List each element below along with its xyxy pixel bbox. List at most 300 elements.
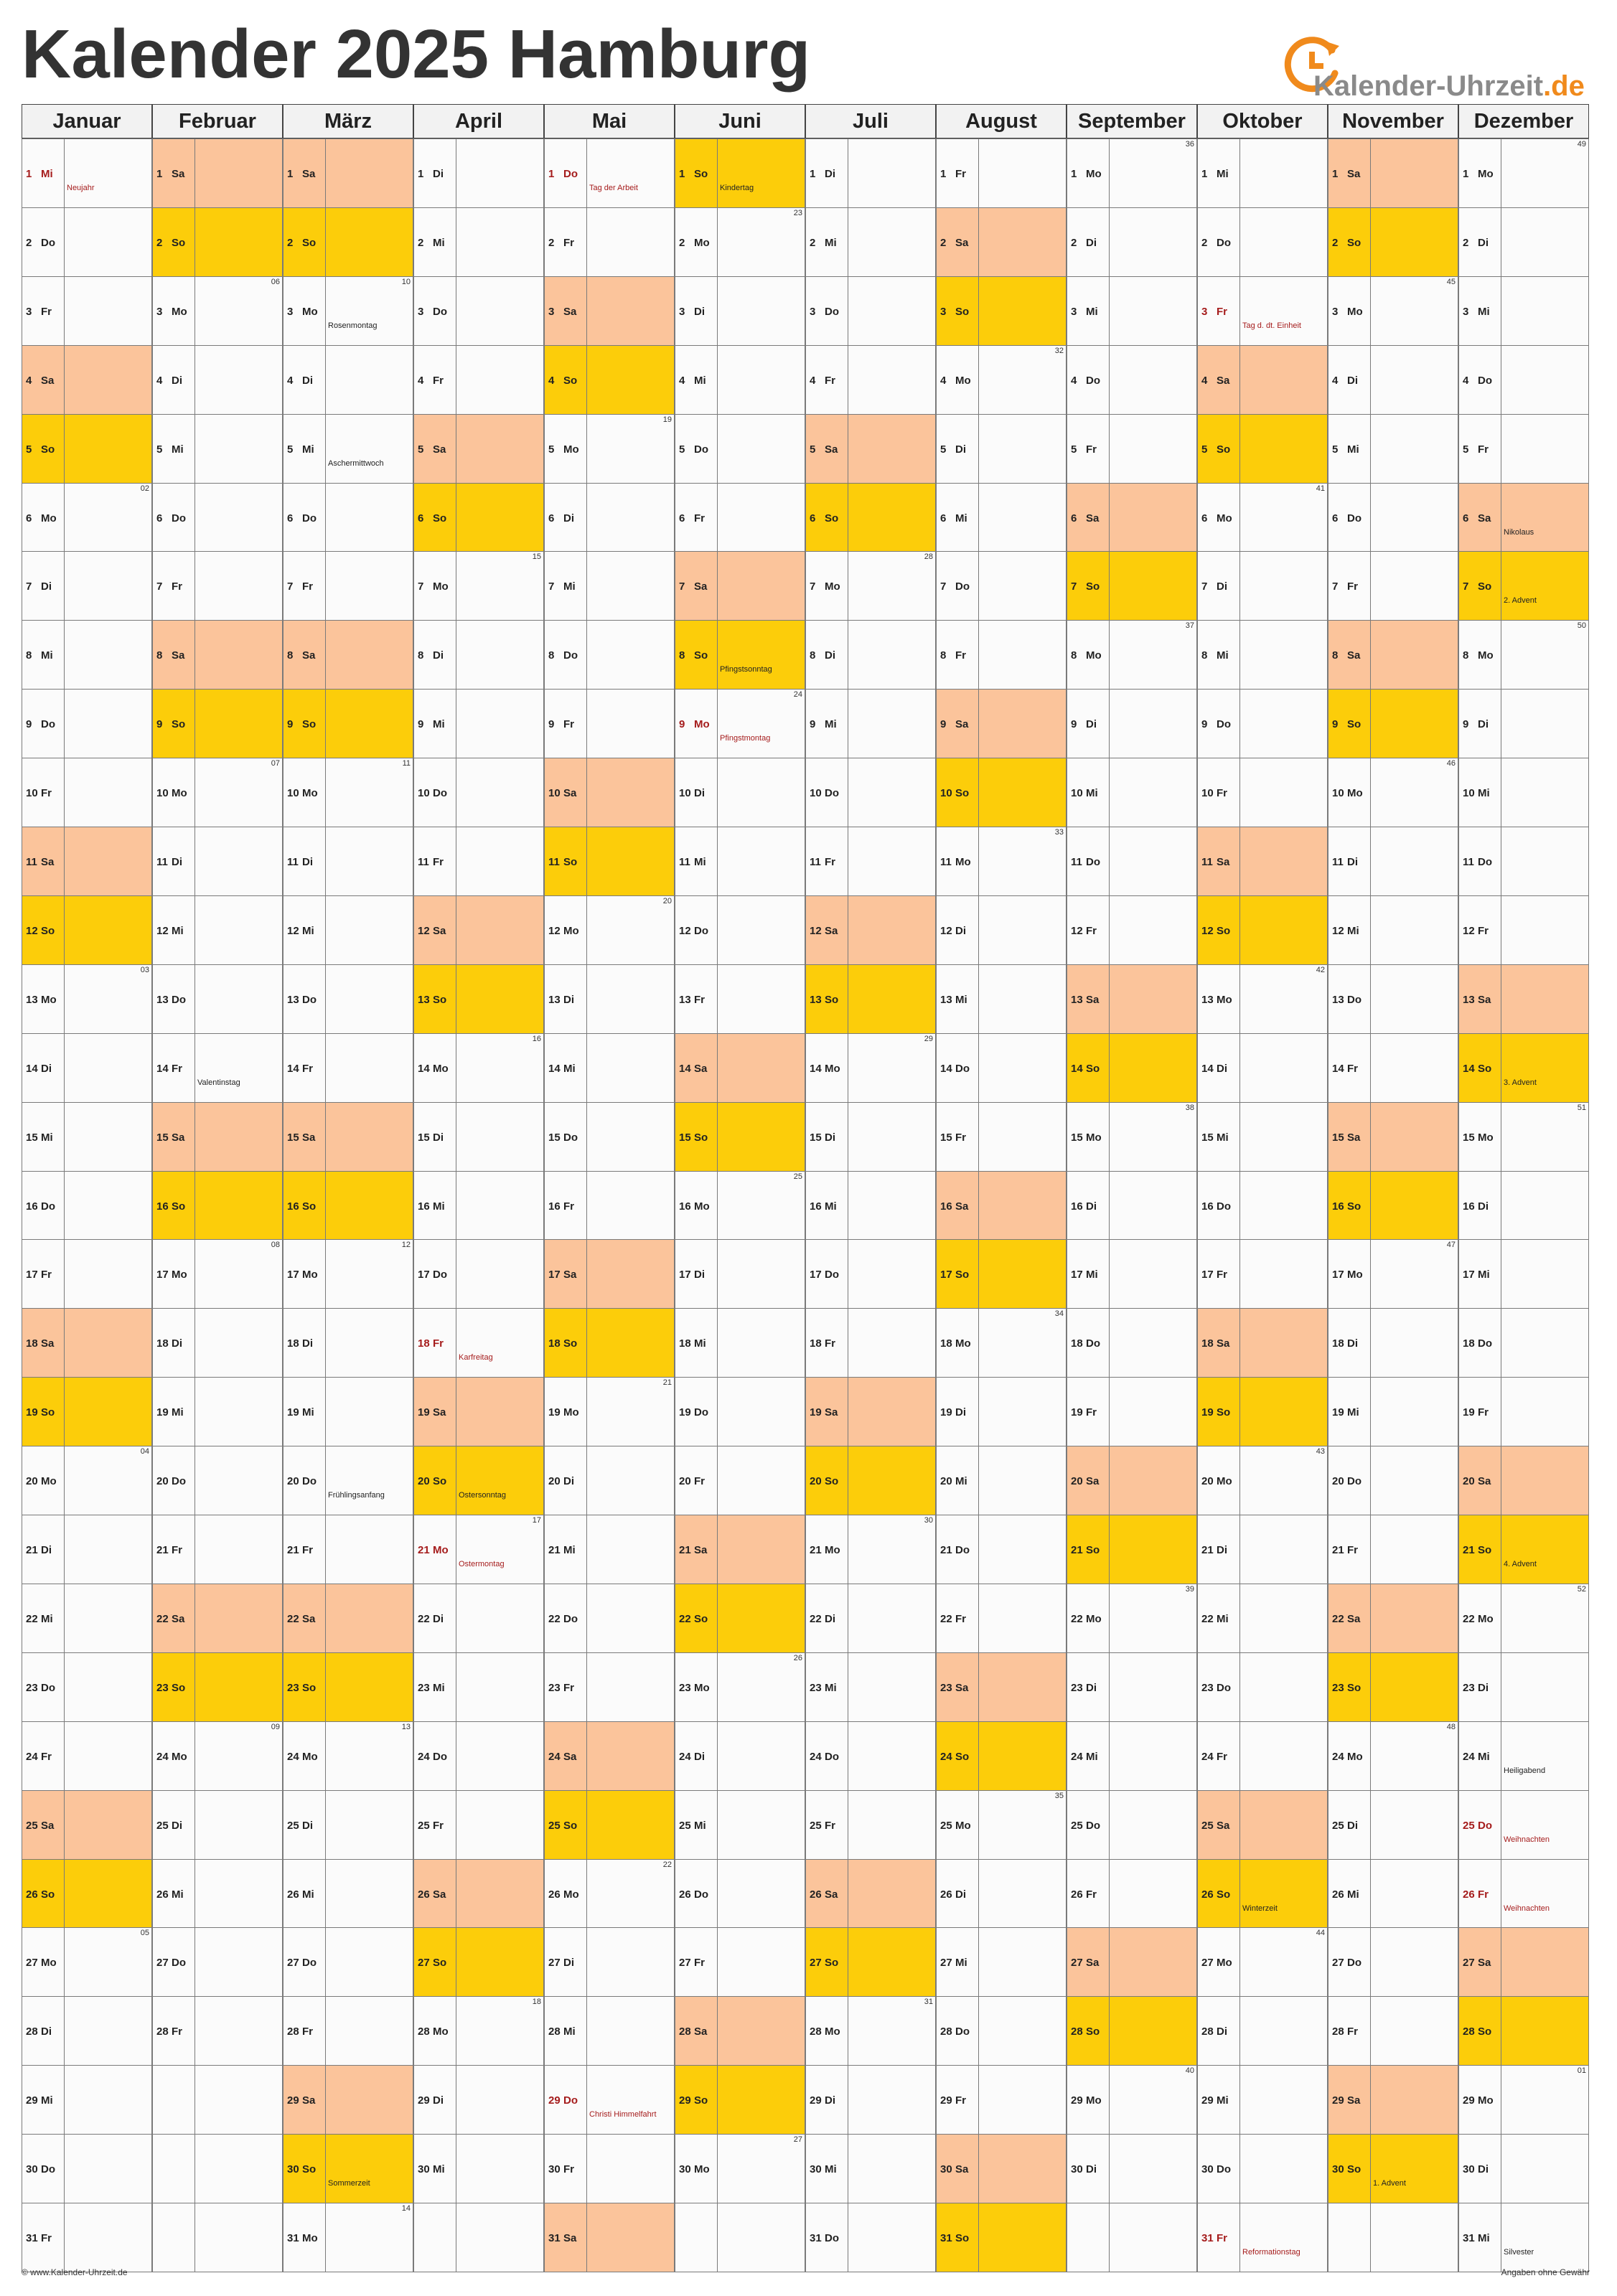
day-cell[interactable] <box>544 1308 675 1378</box>
day-cell[interactable] <box>1458 1446 1589 1515</box>
day-cell[interactable] <box>22 2134 152 2203</box>
day-cell[interactable] <box>283 1652 413 1722</box>
day-cell[interactable] <box>1458 1859 1589 1929</box>
day-cell[interactable] <box>1067 620 1197 690</box>
logo[interactable] <box>1282 36 1585 102</box>
day-cell[interactable] <box>1197 1515 1328 1584</box>
day-cell[interactable] <box>22 138 152 208</box>
day-cell[interactable] <box>413 1377 544 1446</box>
day-cell[interactable] <box>675 483 805 552</box>
day-cell[interactable] <box>1458 207 1589 277</box>
day-cell[interactable] <box>22 1652 152 1722</box>
day-cell[interactable] <box>22 827 152 896</box>
day-cell[interactable] <box>22 1239 152 1309</box>
day-cell[interactable] <box>283 138 413 208</box>
day-cell[interactable] <box>22 2203 152 2272</box>
day-cell[interactable] <box>544 620 675 690</box>
day-cell[interactable] <box>805 1446 936 1515</box>
day-cell[interactable] <box>544 1377 675 1446</box>
day-cell[interactable] <box>152 414 283 484</box>
day-cell[interactable] <box>675 276 805 346</box>
day-cell[interactable] <box>1197 483 1328 552</box>
day-cell[interactable] <box>413 1308 544 1378</box>
day-cell[interactable] <box>283 2203 413 2272</box>
day-cell[interactable] <box>413 1927 544 1997</box>
day-cell[interactable] <box>1458 2203 1589 2272</box>
day-cell[interactable] <box>936 1790 1067 1860</box>
day-cell[interactable] <box>544 276 675 346</box>
day-cell[interactable] <box>413 1584 544 1653</box>
day-cell[interactable] <box>1458 689 1589 758</box>
day-cell[interactable] <box>1328 1377 1458 1446</box>
day-cell[interactable] <box>22 689 152 758</box>
day-cell[interactable] <box>1197 2203 1328 2272</box>
day-cell[interactable] <box>152 1927 283 1997</box>
day-cell[interactable] <box>413 1859 544 1929</box>
day-cell[interactable] <box>936 1584 1067 1653</box>
day-cell[interactable] <box>413 1171 544 1241</box>
day-cell[interactable] <box>1328 551 1458 621</box>
day-cell[interactable] <box>1197 895 1328 965</box>
day-cell[interactable] <box>1458 1996 1589 2066</box>
day-cell[interactable] <box>152 138 283 208</box>
day-cell[interactable] <box>1067 1446 1197 1515</box>
day-cell[interactable] <box>283 2134 413 2203</box>
day-cell[interactable] <box>413 1996 544 2066</box>
day-cell[interactable] <box>675 1996 805 2066</box>
day-cell[interactable] <box>1197 1171 1328 1241</box>
day-cell[interactable] <box>675 1584 805 1653</box>
day-cell[interactable] <box>283 1790 413 1860</box>
day-cell[interactable] <box>936 689 1067 758</box>
day-cell[interactable] <box>544 1102 675 1172</box>
day-cell[interactable] <box>1197 1927 1328 1997</box>
day-cell[interactable] <box>283 276 413 346</box>
day-cell[interactable] <box>1328 1033 1458 1103</box>
day-cell[interactable] <box>22 1515 152 1584</box>
day-cell[interactable] <box>805 2134 936 2203</box>
day-cell[interactable] <box>1328 276 1458 346</box>
day-cell[interactable] <box>936 827 1067 896</box>
day-cell[interactable] <box>1067 276 1197 346</box>
day-cell[interactable] <box>413 1652 544 1722</box>
day-cell[interactable] <box>1458 964 1589 1034</box>
day-cell[interactable] <box>1328 207 1458 277</box>
day-cell[interactable] <box>1458 483 1589 552</box>
day-cell[interactable] <box>413 689 544 758</box>
day-cell[interactable] <box>283 1239 413 1309</box>
day-cell[interactable] <box>1197 1721 1328 1791</box>
day-cell[interactable] <box>1067 1652 1197 1722</box>
day-cell[interactable] <box>152 483 283 552</box>
day-cell[interactable] <box>152 1102 283 1172</box>
day-cell[interactable] <box>413 1102 544 1172</box>
day-cell[interactable] <box>936 1102 1067 1172</box>
day-cell[interactable] <box>283 1102 413 1172</box>
day-cell[interactable] <box>152 1171 283 1241</box>
day-cell[interactable] <box>1458 758 1589 827</box>
day-cell[interactable] <box>22 620 152 690</box>
day-cell[interactable] <box>413 964 544 1034</box>
day-cell[interactable] <box>1458 1308 1589 1378</box>
day-cell[interactable] <box>805 138 936 208</box>
day-cell[interactable] <box>1197 1033 1328 1103</box>
day-cell[interactable] <box>1067 1996 1197 2066</box>
day-cell[interactable] <box>283 483 413 552</box>
day-cell[interactable] <box>22 2065 152 2135</box>
day-cell[interactable] <box>152 1308 283 1378</box>
day-cell[interactable] <box>152 964 283 1034</box>
day-cell[interactable] <box>1067 827 1197 896</box>
day-cell[interactable] <box>936 138 1067 208</box>
day-cell[interactable] <box>805 1239 936 1309</box>
day-cell[interactable] <box>413 895 544 965</box>
day-cell[interactable] <box>22 1859 152 1929</box>
day-cell[interactable] <box>936 276 1067 346</box>
day-cell[interactable] <box>152 1377 283 1446</box>
day-cell[interactable] <box>675 1721 805 1791</box>
day-cell[interactable] <box>1328 758 1458 827</box>
day-cell[interactable] <box>1328 483 1458 552</box>
day-cell[interactable] <box>413 1239 544 1309</box>
day-cell[interactable] <box>805 483 936 552</box>
day-cell[interactable] <box>544 1584 675 1653</box>
day-cell[interactable] <box>283 689 413 758</box>
day-cell[interactable] <box>1197 1308 1328 1378</box>
day-cell[interactable] <box>152 1790 283 1860</box>
day-cell[interactable] <box>675 1033 805 1103</box>
day-cell[interactable] <box>1458 551 1589 621</box>
day-cell[interactable] <box>1067 758 1197 827</box>
day-cell[interactable] <box>544 345 675 415</box>
day-cell[interactable] <box>413 551 544 621</box>
day-cell[interactable] <box>544 1721 675 1791</box>
day-cell[interactable] <box>22 895 152 965</box>
day-cell[interactable] <box>936 1446 1067 1515</box>
day-cell[interactable] <box>1197 1996 1328 2066</box>
day-cell[interactable] <box>675 138 805 208</box>
day-cell[interactable] <box>1197 2134 1328 2203</box>
day-cell[interactable] <box>675 689 805 758</box>
day-cell[interactable] <box>805 345 936 415</box>
day-cell[interactable] <box>283 1996 413 2066</box>
day-cell[interactable] <box>936 1859 1067 1929</box>
day-cell[interactable] <box>152 207 283 277</box>
day-cell[interactable] <box>1197 827 1328 896</box>
day-cell[interactable] <box>1458 1033 1589 1103</box>
day-cell[interactable] <box>1067 2134 1197 2203</box>
day-cell[interactable] <box>544 551 675 621</box>
day-cell[interactable] <box>936 483 1067 552</box>
day-cell[interactable] <box>1067 1927 1197 1997</box>
day-cell[interactable] <box>805 827 936 896</box>
day-cell[interactable] <box>805 620 936 690</box>
day-cell[interactable] <box>805 1721 936 1791</box>
day-cell[interactable] <box>675 895 805 965</box>
day-cell[interactable] <box>1067 1859 1197 1929</box>
day-cell[interactable] <box>22 551 152 621</box>
day-cell[interactable] <box>1067 138 1197 208</box>
day-cell[interactable] <box>22 1996 152 2066</box>
day-cell[interactable] <box>152 1446 283 1515</box>
day-cell[interactable] <box>413 1446 544 1515</box>
day-cell[interactable] <box>1067 1515 1197 1584</box>
day-cell[interactable] <box>1328 1515 1458 1584</box>
day-cell[interactable] <box>544 689 675 758</box>
day-cell[interactable] <box>1458 1239 1589 1309</box>
day-cell[interactable] <box>22 414 152 484</box>
day-cell[interactable] <box>22 964 152 1034</box>
day-cell[interactable] <box>22 1584 152 1653</box>
day-cell[interactable] <box>544 483 675 552</box>
day-cell[interactable] <box>152 1239 283 1309</box>
day-cell[interactable] <box>675 414 805 484</box>
day-cell[interactable] <box>1197 1652 1328 1722</box>
day-cell[interactable] <box>22 1377 152 1446</box>
day-cell[interactable] <box>1458 1721 1589 1791</box>
day-cell[interactable] <box>805 1652 936 1722</box>
day-cell[interactable] <box>152 1721 283 1791</box>
day-cell[interactable] <box>675 551 805 621</box>
day-cell[interactable] <box>544 1239 675 1309</box>
day-cell[interactable] <box>413 1515 544 1584</box>
day-cell[interactable] <box>283 1446 413 1515</box>
day-cell[interactable] <box>544 1790 675 1860</box>
day-cell[interactable] <box>283 1308 413 1378</box>
day-cell[interactable] <box>675 1859 805 1929</box>
day-cell[interactable] <box>805 276 936 346</box>
day-cell[interactable] <box>283 620 413 690</box>
day-cell[interactable] <box>1328 1996 1458 2066</box>
day-cell[interactable] <box>22 1927 152 1997</box>
day-cell[interactable] <box>283 414 413 484</box>
day-cell[interactable] <box>544 1996 675 2066</box>
day-cell[interactable] <box>675 345 805 415</box>
day-cell[interactable] <box>413 483 544 552</box>
day-cell[interactable] <box>283 2065 413 2135</box>
day-cell[interactable] <box>805 1927 936 1997</box>
day-cell[interactable] <box>1067 1102 1197 1172</box>
day-cell[interactable] <box>1197 138 1328 208</box>
day-cell[interactable] <box>1197 1377 1328 1446</box>
day-cell[interactable] <box>936 758 1067 827</box>
day-cell[interactable] <box>675 2065 805 2135</box>
day-cell[interactable] <box>936 1721 1067 1791</box>
day-cell[interactable] <box>1328 2134 1458 2203</box>
day-cell[interactable] <box>1197 1790 1328 1860</box>
day-cell[interactable] <box>413 758 544 827</box>
day-cell[interactable] <box>152 345 283 415</box>
day-cell[interactable] <box>675 2134 805 2203</box>
day-cell[interactable] <box>675 1171 805 1241</box>
day-cell[interactable] <box>152 758 283 827</box>
day-cell[interactable] <box>805 1996 936 2066</box>
day-cell[interactable] <box>805 1102 936 1172</box>
day-cell[interactable] <box>152 827 283 896</box>
day-cell[interactable] <box>1328 620 1458 690</box>
day-cell[interactable] <box>413 276 544 346</box>
day-cell[interactable] <box>1328 1308 1458 1378</box>
day-cell[interactable] <box>1328 895 1458 965</box>
day-cell[interactable] <box>675 1377 805 1446</box>
day-cell[interactable] <box>544 2065 675 2135</box>
day-cell[interactable] <box>283 551 413 621</box>
day-cell[interactable] <box>1067 2065 1197 2135</box>
day-cell[interactable] <box>544 1033 675 1103</box>
day-cell[interactable] <box>1067 1584 1197 1653</box>
day-cell[interactable] <box>413 1790 544 1860</box>
day-cell[interactable] <box>413 2065 544 2135</box>
day-cell[interactable] <box>1458 414 1589 484</box>
day-cell[interactable] <box>805 414 936 484</box>
day-cell[interactable] <box>413 207 544 277</box>
day-cell[interactable] <box>1197 1239 1328 1309</box>
day-cell[interactable] <box>544 758 675 827</box>
day-cell[interactable] <box>936 620 1067 690</box>
day-cell[interactable] <box>283 1033 413 1103</box>
day-cell[interactable] <box>413 1033 544 1103</box>
day-cell[interactable] <box>675 1515 805 1584</box>
day-cell[interactable] <box>1197 276 1328 346</box>
day-cell[interactable] <box>283 1584 413 1653</box>
day-cell[interactable] <box>936 207 1067 277</box>
day-cell[interactable] <box>1067 1033 1197 1103</box>
day-cell[interactable] <box>1458 2065 1589 2135</box>
day-cell[interactable] <box>805 1033 936 1103</box>
day-cell[interactable] <box>1328 1927 1458 1997</box>
day-cell[interactable] <box>805 1790 936 1860</box>
day-cell[interactable] <box>283 1515 413 1584</box>
day-cell[interactable] <box>22 1721 152 1791</box>
day-cell[interactable] <box>152 551 283 621</box>
day-cell[interactable] <box>544 2203 675 2272</box>
day-cell[interactable] <box>413 138 544 208</box>
day-cell[interactable] <box>152 895 283 965</box>
day-cell[interactable] <box>544 1927 675 1997</box>
day-cell[interactable] <box>1067 1239 1197 1309</box>
day-cell[interactable] <box>413 827 544 896</box>
day-cell[interactable] <box>805 1515 936 1584</box>
day-cell[interactable] <box>936 1308 1067 1378</box>
day-cell[interactable] <box>1328 689 1458 758</box>
day-cell[interactable] <box>1197 620 1328 690</box>
day-cell[interactable] <box>1328 1652 1458 1722</box>
day-cell[interactable] <box>805 689 936 758</box>
day-cell[interactable] <box>1197 758 1328 827</box>
day-cell[interactable] <box>675 1102 805 1172</box>
day-cell[interactable] <box>805 1584 936 1653</box>
day-cell[interactable] <box>936 551 1067 621</box>
day-cell[interactable] <box>413 1721 544 1791</box>
day-cell[interactable] <box>936 2134 1067 2203</box>
day-cell[interactable] <box>1458 138 1589 208</box>
day-cell[interactable] <box>152 1996 283 2066</box>
day-cell[interactable] <box>675 1446 805 1515</box>
day-cell[interactable] <box>283 1927 413 1997</box>
day-cell[interactable] <box>283 1721 413 1791</box>
day-cell[interactable] <box>413 2134 544 2203</box>
day-cell[interactable] <box>413 345 544 415</box>
day-cell[interactable] <box>1197 1102 1328 1172</box>
day-cell[interactable] <box>152 689 283 758</box>
day-cell[interactable] <box>283 345 413 415</box>
day-cell[interactable] <box>936 2065 1067 2135</box>
day-cell[interactable] <box>152 620 283 690</box>
day-cell[interactable] <box>1458 1927 1589 1997</box>
day-cell[interactable] <box>1328 1446 1458 1515</box>
day-cell[interactable] <box>936 1652 1067 1722</box>
day-cell[interactable] <box>1458 1377 1589 1446</box>
day-cell[interactable] <box>1328 827 1458 896</box>
day-cell[interactable] <box>1328 414 1458 484</box>
day-cell[interactable] <box>1328 1859 1458 1929</box>
day-cell[interactable] <box>1067 1377 1197 1446</box>
day-cell[interactable] <box>1197 1446 1328 1515</box>
day-cell[interactable] <box>544 827 675 896</box>
day-cell[interactable] <box>283 1859 413 1929</box>
day-cell[interactable] <box>283 827 413 896</box>
day-cell[interactable] <box>1458 1102 1589 1172</box>
day-cell[interactable] <box>152 1652 283 1722</box>
day-cell[interactable] <box>544 138 675 208</box>
day-cell[interactable] <box>283 1171 413 1241</box>
day-cell[interactable] <box>283 1377 413 1446</box>
day-cell[interactable] <box>544 414 675 484</box>
day-cell[interactable] <box>22 1790 152 1860</box>
day-cell[interactable] <box>1067 483 1197 552</box>
day-cell[interactable] <box>805 758 936 827</box>
day-cell[interactable] <box>1328 345 1458 415</box>
day-cell[interactable] <box>544 1652 675 1722</box>
day-cell[interactable] <box>1328 964 1458 1034</box>
day-cell[interactable] <box>1328 1721 1458 1791</box>
day-cell[interactable] <box>152 1584 283 1653</box>
day-cell[interactable] <box>805 207 936 277</box>
day-cell[interactable] <box>283 758 413 827</box>
day-cell[interactable] <box>1067 1171 1197 1241</box>
day-cell[interactable] <box>1197 689 1328 758</box>
day-cell[interactable] <box>1067 207 1197 277</box>
day-cell[interactable] <box>1197 1859 1328 1929</box>
day-cell[interactable] <box>544 2134 675 2203</box>
day-cell[interactable] <box>805 1171 936 1241</box>
day-cell[interactable] <box>936 895 1067 965</box>
day-cell[interactable] <box>152 276 283 346</box>
day-cell[interactable] <box>936 1239 1067 1309</box>
day-cell[interactable] <box>1067 1790 1197 1860</box>
day-cell[interactable] <box>936 2203 1067 2272</box>
day-cell[interactable] <box>1328 2065 1458 2135</box>
day-cell[interactable] <box>544 1446 675 1515</box>
day-cell[interactable] <box>22 207 152 277</box>
day-cell[interactable] <box>22 276 152 346</box>
day-cell[interactable] <box>283 964 413 1034</box>
day-cell[interactable] <box>544 1859 675 1929</box>
day-cell[interactable] <box>936 345 1067 415</box>
day-cell[interactable] <box>805 964 936 1034</box>
day-cell[interactable] <box>1458 895 1589 965</box>
day-cell[interactable] <box>22 1033 152 1103</box>
day-cell[interactable] <box>1458 2134 1589 2203</box>
day-cell[interactable] <box>1458 620 1589 690</box>
day-cell[interactable] <box>1328 1102 1458 1172</box>
day-cell[interactable] <box>675 758 805 827</box>
day-cell[interactable] <box>805 551 936 621</box>
day-cell[interactable] <box>936 1996 1067 2066</box>
day-cell[interactable] <box>1197 345 1328 415</box>
day-cell[interactable] <box>805 1859 936 1929</box>
day-cell[interactable] <box>544 207 675 277</box>
